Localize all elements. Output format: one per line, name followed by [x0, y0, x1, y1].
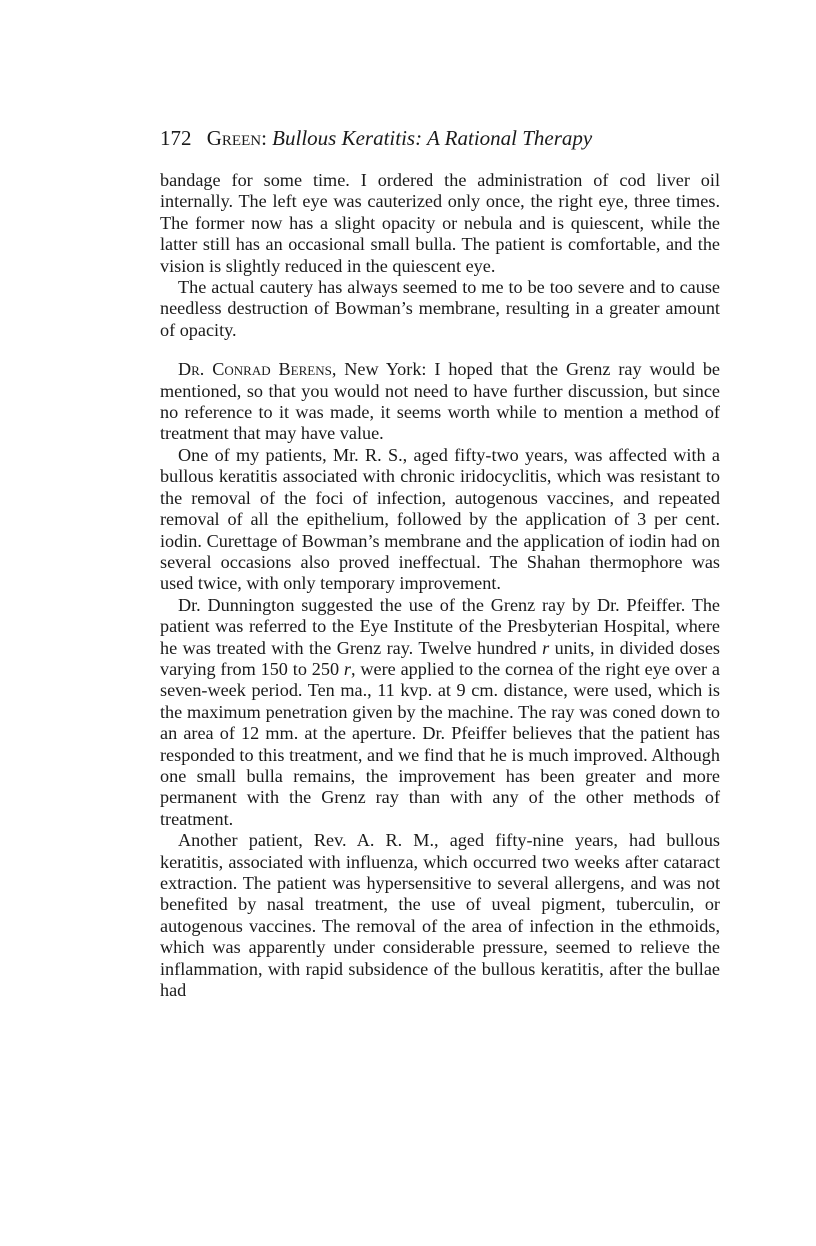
running-head-author: Green: [206, 126, 262, 150]
running-head-title: Bullous Keratitis: A Rational Therapy: [272, 126, 593, 150]
paragraph-3: [160, 359, 720, 445]
running-head: [160, 124, 730, 152]
page-number: 172: [160, 126, 192, 150]
paragraph-3-text: , New York: I hoped that the Grenz ray would be mentioned, so that you would not need to have further discussion, but since no reference to it was made, it seems worth while to mention a method of treatment that may have value.: [160, 359, 720, 444]
paragraph-4: One of my patients, Mr. R. S., aged fifty-two years, was affected with a bullous keratitis associated with chronic iridocyclitis, which was resistant to the removal of the foci of infection, autogenous vaccines, and repeated removal of all the epithelium, followed by the application of 3 per cent. iodin. Curettage of Bowman’s membrane and the application of iodin had on several occasions also proved ineffectual. The Shahan thermophore was used twice, with only temporary improvement.: [160, 444, 720, 594]
paragraph-5-part-c: , were applied to the cornea of the right eye over a seven-week period. Ten ma., 11 kvp. at 9 cm. distance, were used, which is the maximum penetration given by the machine. The ray was coned down to an area of 12 mm. at the aperture. Dr. Pfeiffer believes that the patient has responded to this treatment, and we find that he is much improved. Although one small bulla remains, the improvement has been greater and more permanent with the Grenz ray than with any of the other methods of treatment.: [160, 658, 720, 829]
speaker-name: Dr. Conrad Berens: [178, 359, 332, 380]
r-unit-symbol: r: [542, 637, 550, 658]
paragraph-2: The actual cautery has always seemed to me to be too severe and to cause needless destruction of Bowman’s membrane, resulting in a greater amount of opacity.: [160, 277, 720, 340]
paragraph-5-part-b: units, in divided doses varying from 150 to 250: [160, 637, 720, 679]
running-head-colon: :: [261, 126, 273, 150]
paragraph-6: Another patient, Rev. A. R. M., aged fifty-nine years, had bullous keratitis, associated with influenza, which occurred two weeks after cataract extraction. The patient was hypersensitive to several allergens, and was not benefited by nasal treatment, the use of uveal pigment, tuberculin, or autogenous vaccines. The removal of the area of infection in the ethmoids, which was apparently under considerable pressure, seemed to relieve the inflammation, with rapid subsidence of the bullous keratitis, after the bullae had: [160, 830, 720, 1001]
paragraph-1: bandage for some time. I ordered the administration of cod liver oil internally. The left eye was cauterized only once, the right eye, three times. The former now has a slight opacity or nebula and is quiescent, while the latter still has an occasional small bulla. The patient is comfortable, and the vision is slightly reduced in the quiescent eye.: [160, 170, 720, 276]
r-unit-symbol: r: [343, 658, 351, 679]
body-text: [160, 170, 720, 1001]
paragraph-5: [160, 595, 720, 830]
paragraph-5-part-a: Dr. Dunnington suggested the use of the Grenz ray by Dr. Pfeiffer. The patient was referred to the Eye Institute of the Presbyterian Hospital, where he was treated with the Grenz ray. Twelve hundred: [160, 594, 720, 658]
